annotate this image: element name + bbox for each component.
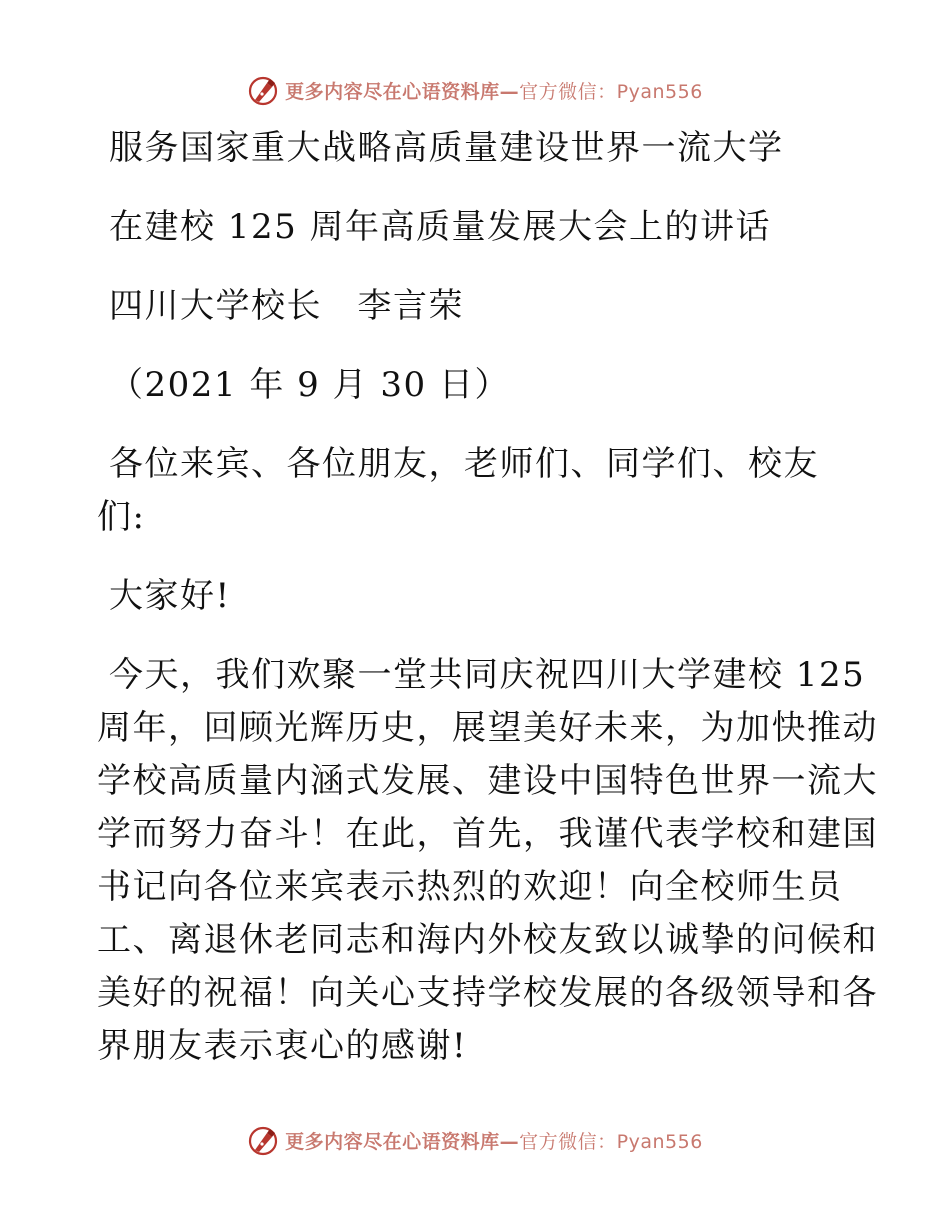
document-date: （2021 年 9 月 30 日） xyxy=(109,365,510,405)
body-line: 今天，我们欢聚一堂共同庆祝四川大学建校 125 xyxy=(109,655,866,695)
spacer xyxy=(97,175,857,201)
document-title: 服务国家重大战略高质量建设世界一流大学 xyxy=(109,128,784,168)
body-line: 书记向各位来宾表示热烈的欢迎！向全校师生员 xyxy=(97,867,843,907)
document-subtitle: 在建校 125 周年高质量发展大会上的讲话 xyxy=(109,207,772,247)
header-banner-text xyxy=(285,77,703,104)
body-paragraph xyxy=(97,649,878,1073)
greeting: 大家好! xyxy=(109,576,231,616)
body-line: 工、离退休老同志和海内外校友致以诚挚的问候和 xyxy=(97,920,878,960)
pen-nib-logo-icon xyxy=(247,1124,279,1156)
header-banner-inner xyxy=(247,74,703,106)
spacer xyxy=(97,544,857,570)
banner-wechat-text: 官方微信：Pyan556 xyxy=(519,1130,703,1153)
body-line: 界朋友表示衷心的感谢! xyxy=(97,1026,468,1066)
spacer xyxy=(97,333,857,359)
spacer xyxy=(97,412,857,438)
banner-site-text: 更多内容尽在心语资料库— xyxy=(285,80,520,103)
body-line: 美好的祝福！向关心支持学校发展的各级领导和各 xyxy=(97,973,878,1013)
pen-nib-logo-icon xyxy=(247,74,279,106)
body-line: 学校高质量内涵式发展、建设中国特色世界一流大 xyxy=(97,761,878,801)
body-line: 周年，回顾光辉历史，展望美好未来，为加快推动 xyxy=(97,708,878,748)
banner-wechat-text: 官方微信：Pyan556 xyxy=(519,80,703,103)
body-line: 学而努力奋斗！在此，首先，我谨代表学校和建国 xyxy=(97,814,878,854)
salutation-line-1: 各位来宾、各位朋友，老师们、同学们、校友 xyxy=(109,444,819,484)
footer-banner-inner xyxy=(247,1124,703,1156)
header-banner xyxy=(0,70,950,110)
salutation-line-2: 们: xyxy=(97,497,146,537)
document-body xyxy=(97,122,878,1073)
document-author: 四川大学校长 李言荣 xyxy=(109,286,464,326)
banner-site-text: 更多内容尽在心语资料库— xyxy=(285,1130,520,1153)
spacer xyxy=(97,254,857,280)
spacer xyxy=(97,623,857,649)
footer-banner xyxy=(0,1120,950,1160)
footer-banner-text xyxy=(285,1127,703,1154)
